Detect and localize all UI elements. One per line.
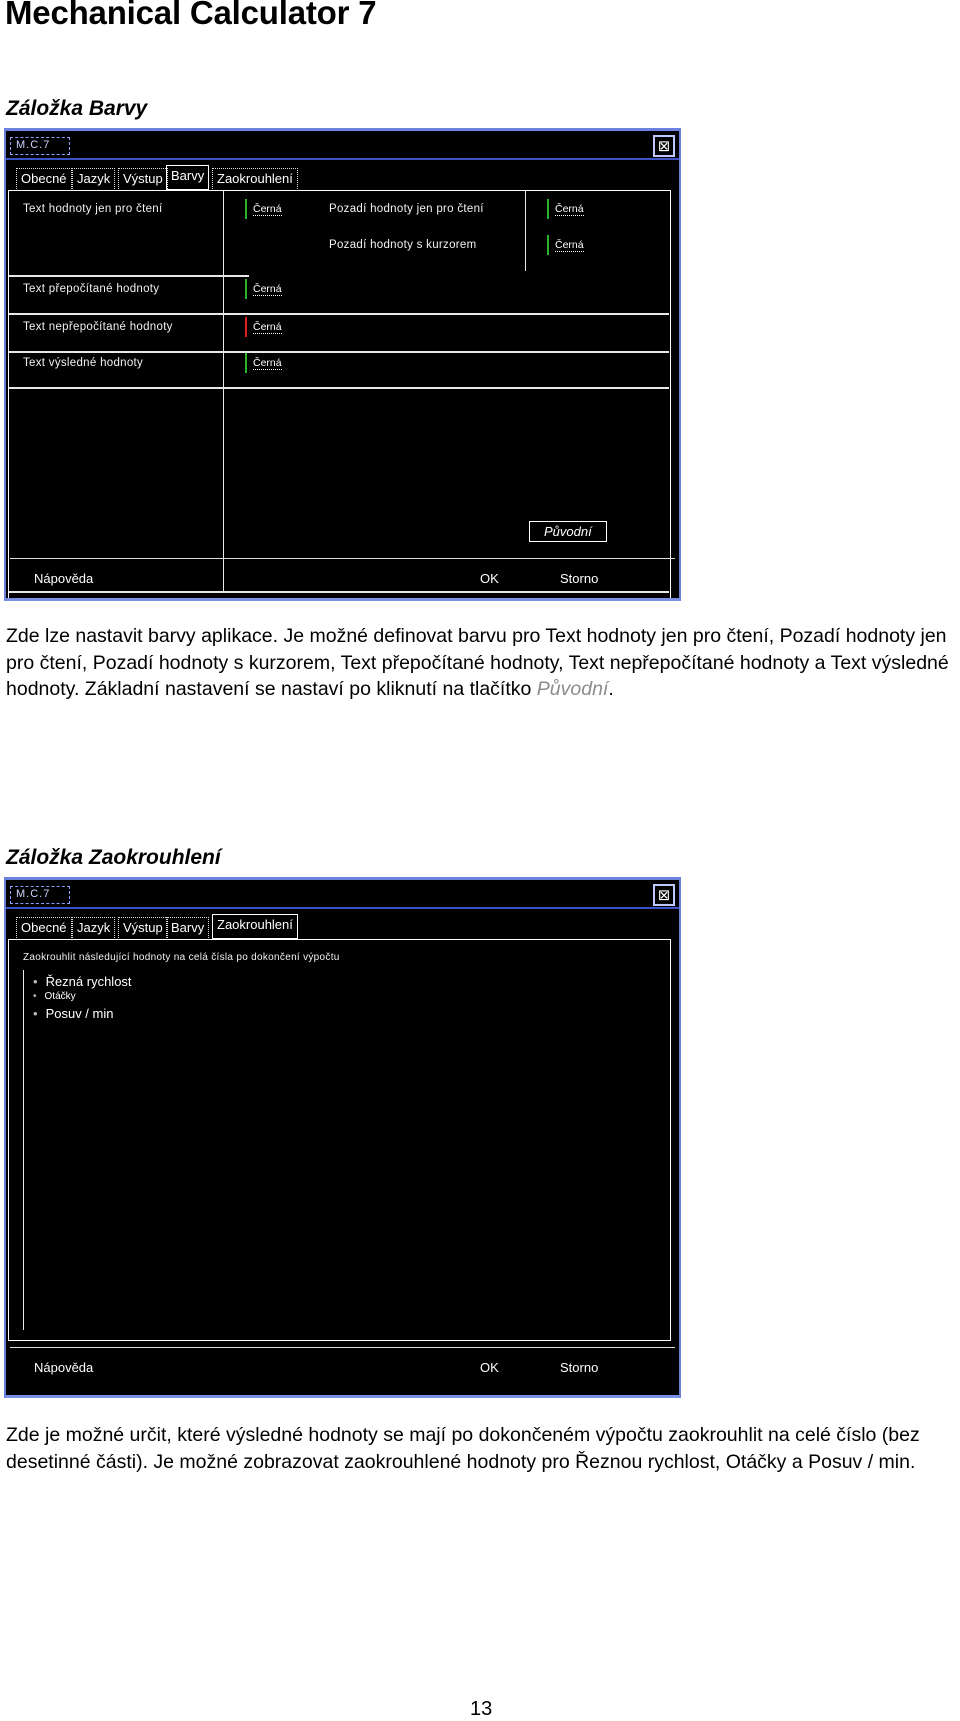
dialog-button-bar — [10, 558, 675, 597]
window-titlebar — [6, 128, 679, 160]
color-dropdown-readonly-background[interactable]: Černá — [555, 203, 584, 215]
original-link[interactable]: Původní — [536, 678, 609, 700]
rounding-panel — [8, 939, 671, 1341]
color-dropdown-recalculated-text[interactable]: Černá — [253, 283, 282, 295]
ok-button[interactable]: OK — [480, 571, 499, 586]
window-title: M.C.7 — [16, 888, 51, 900]
row-divider — [9, 387, 669, 389]
cancel-button[interactable]: Storno — [560, 571, 599, 586]
tab-strip — [6, 168, 679, 190]
help-button[interactable]: Nápověda — [34, 1360, 94, 1375]
close-icon[interactable]: ⊠ — [653, 135, 675, 157]
option-feed-per-min[interactable]: • Posuv / min — [33, 1006, 113, 1021]
label-readonly-background: Pozadí hodnoty jen pro čtení — [329, 203, 484, 215]
label-recalculated-text: Text přepočítané hodnoty — [23, 283, 160, 295]
colors-panel — [8, 190, 671, 601]
label-readonly-text: Text hodnoty jen pro čtení — [23, 203, 163, 215]
paragraph-barvy — [6, 623, 956, 703]
color-dropdown-readonly-text[interactable]: Černá — [253, 203, 282, 215]
row-divider — [9, 275, 249, 277]
row-divider — [9, 351, 669, 353]
window-title: M.C.7 — [16, 139, 51, 151]
dialog-button-bar — [10, 1347, 675, 1386]
screenshot-barvy-window — [4, 128, 681, 601]
column-divider — [525, 191, 526, 271]
paragraph-barvy-end: . — [608, 678, 614, 700]
tab-colors[interactable]: Barvy — [166, 917, 209, 938]
color-dropdown-cursor-background[interactable]: Černá — [555, 239, 584, 251]
tab-rounding[interactable]: Zaokrouhlení — [212, 168, 298, 189]
reset-button[interactable]: Původní — [529, 521, 607, 542]
section-heading-barvy: Záložka Barvy — [6, 97, 148, 120]
color-dropdown-not-recalculated-text[interactable]: Černá — [253, 321, 282, 333]
window-titlebar — [6, 877, 679, 909]
label-result-text: Text výsledné hodnoty — [23, 357, 144, 369]
column-divider — [223, 191, 224, 591]
option-cutting-speed[interactable]: • Řezná rychlost — [33, 974, 132, 989]
color-dropdown-result-text[interactable]: Černá — [253, 357, 282, 369]
rounding-caption: Zaokrouhlit následující hodnoty na celá čísla po dokončení výpočtu — [23, 952, 340, 963]
tab-strip — [6, 917, 679, 939]
tab-language[interactable]: Jazyk — [72, 917, 115, 938]
screenshot-zaokrouhleni-window — [4, 877, 681, 1398]
paragraph-zaokrouhleni: Zde je možné určit, které výsledné hodnoty se mají po dokončeném výpočtu zaokrouhlit na celé číslo (bez desetinné části). Je možné zobrazovat zaokrouhlené hodnoty pro Řeznou rychlost, Otáčky a Posuv / min. — [6, 1424, 920, 1473]
group-border — [23, 970, 24, 1330]
document-title: Mechanical Calculator 7 — [5, 0, 377, 31]
page-number: 13 — [470, 1698, 493, 1720]
tab-general[interactable]: Obecné — [16, 917, 72, 938]
label-cursor-background: Pozadí hodnoty s kurzorem — [329, 239, 477, 251]
row-divider — [9, 313, 669, 315]
option-rpm[interactable]: • Otáčky — [33, 991, 76, 1002]
section-heading-zaokrouhleni: Záložka Zaokrouhlení — [6, 846, 221, 869]
tab-language[interactable]: Jazyk — [72, 168, 115, 189]
tab-colors[interactable]: Barvy — [166, 165, 209, 190]
help-button[interactable]: Nápověda — [34, 571, 94, 586]
label-not-recalculated-text: Text nepřepočítané hodnoty — [23, 321, 173, 333]
tab-general[interactable]: Obecné — [16, 168, 72, 189]
paragraph-barvy-text: Zde lze nastavit barvy aplikace. Je možné definovat barvu pro Text hodnoty jen pro čtení, Pozadí hodnoty jen pro čtení, Pozadí hodnoty s kurzorem, Text přepočítané hodnoty, Text nepřepočítané hodnoty a Text výsledné hodnoty. Základní nastavení se nastaví po kliknutí na tlačítko — [6, 625, 949, 700]
tab-rounding[interactable]: Zaokrouhlení — [212, 914, 298, 939]
tab-output[interactable]: Výstup — [118, 168, 168, 189]
close-icon[interactable]: ⊠ — [653, 884, 675, 906]
tab-output[interactable]: Výstup — [118, 917, 168, 938]
ok-button[interactable]: OK — [480, 1360, 499, 1375]
cancel-button[interactable]: Storno — [560, 1360, 599, 1375]
